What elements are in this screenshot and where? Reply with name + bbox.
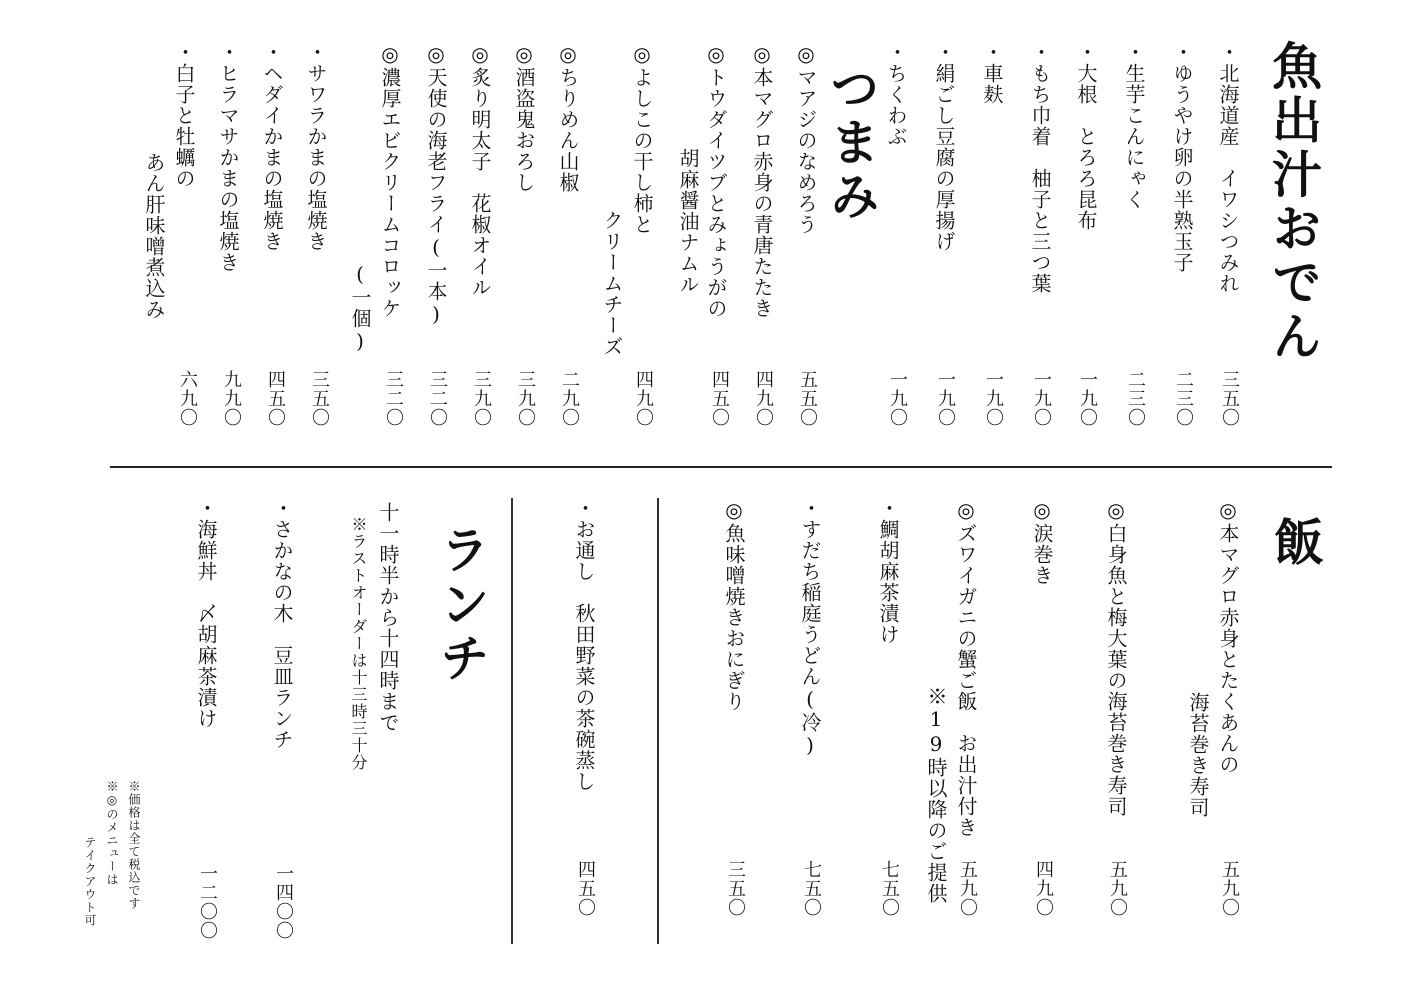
meshi-item-price: 四九〇 <box>1033 860 1054 917</box>
tsumami-item-price: 三九〇 <box>471 370 492 427</box>
lunch-item-price: 一二〇〇 <box>197 864 218 940</box>
tsumami-item-name: ・ヘダイかまの塩焼き <box>260 42 284 252</box>
meshi-item-price: 五九〇 <box>1107 860 1128 917</box>
meshi-item-price: 七五〇 <box>879 860 900 917</box>
tsumami-item-name: ◎本マグロ赤身の青唐たたき <box>750 42 774 319</box>
section-divider <box>110 466 1332 468</box>
meshi-item-name: ◎本マグロ赤身とたくあんの <box>1216 498 1240 775</box>
meshi-item-price: 五九〇 <box>957 860 978 917</box>
tsumami-item-price: 三五〇 <box>309 370 330 427</box>
meshi-item-name: ◎白身魚と梅大葉の海苔巻き寿司 <box>1104 498 1128 817</box>
oden-item-price: 一九〇 <box>1077 370 1098 427</box>
tsumami-item-name: ◎濃厚エビクリームコロッケ <box>378 42 402 319</box>
tsumami-item-price: 四五〇 <box>709 370 730 427</box>
tsumami-item-name: ・サワラかまの塩焼き <box>304 42 328 252</box>
tsumami-title: つまみ <box>822 62 881 224</box>
tsumami-item-price: 六九〇 <box>177 370 198 427</box>
lunch-last-order: ※ラストオーダーは十三時三十分 <box>349 516 368 771</box>
tsumami-item-name: ◎マアジのなめろう <box>794 42 818 235</box>
oden-item-name: ・北海道産 イワシつみれ <box>1216 42 1240 294</box>
otoshi-name: ・お通し 秋田野菜の茶碗蒸し <box>572 498 596 792</box>
tsumami-item-name: ◎炙り明太子 花椒オイル <box>468 42 492 298</box>
tsumami-item-name: ◎ちりめん山椒 <box>556 42 580 193</box>
meshi-item-name: ◎魚味噌焼きおにぎり <box>722 498 746 712</box>
oden-item-price: 三五〇 <box>1219 370 1240 427</box>
lunch-title: ランチ <box>432 524 491 686</box>
column-divider <box>511 498 513 944</box>
tsumami-item-price: 三九〇 <box>515 370 536 427</box>
meshi-item-name-line2: 海苔巻き寿司 <box>1186 692 1210 818</box>
tsumami-item-price: 四五〇 <box>265 370 286 427</box>
tsumami-item-price: 五五〇 <box>797 370 818 427</box>
oden-item-name: ・生芋こんにゃく <box>1122 42 1146 210</box>
oden-item-name: ・絹ごし豆腐の厚揚げ <box>932 42 956 252</box>
column-divider <box>657 498 659 944</box>
meshi-item-name: ◎ズワイガニの蟹ご飯 お出汁付き <box>954 498 978 838</box>
lunch-item-price: 一四〇〇 <box>273 864 294 940</box>
meshi-title: 飯 <box>1266 516 1325 570</box>
lunch-hours: 十一時半から十四時まで <box>376 502 400 733</box>
tsumami-item-name-line2: 胡麻醤油ナムル <box>676 148 700 295</box>
tsumami-item-name: ◎トウダイツブとみょうがの <box>704 42 728 319</box>
tsumami-item-price: 四九〇 <box>633 370 654 427</box>
meshi-item-name: ・すだち稲庭うどん(冷) <box>798 498 822 758</box>
tsumami-item-price: 九九〇 <box>221 370 242 427</box>
note-takeout: ※◎のメニューは <box>105 780 119 886</box>
oden-item-name: ・もち巾着 柚子と三つ葉 <box>1028 42 1052 294</box>
tsumami-item-name: ◎天使の海老フライ(一本) <box>424 42 448 327</box>
tsumami-item-name: ・ヒラマサかまの塩焼き <box>216 42 240 273</box>
oden-item-price: 二三〇 <box>1125 370 1146 427</box>
otoshi-price: 四五〇 <box>575 860 596 917</box>
meshi-item-price: 五九〇 <box>1219 860 1240 917</box>
lunch-item-name: ・さかなの木 豆皿ランチ <box>270 498 294 750</box>
tsumami-item-name: ◎酒盗鬼おろし <box>512 42 536 193</box>
note-takeout-2: テイクアウト可 <box>83 836 97 927</box>
meshi-item-name: ◎涙巻き <box>1030 498 1054 586</box>
oden-item-price: 二三〇 <box>1173 370 1194 427</box>
oden-item-price: 一九〇 <box>1031 370 1052 427</box>
oden-item-price: 一九〇 <box>983 370 1004 427</box>
tsumami-item-name-line2: クリームチーズ <box>600 210 624 357</box>
tsumami-item-name-line2: あん肝味噌煮込み <box>142 152 166 320</box>
oden-item-price: 一九〇 <box>935 370 956 427</box>
meshi-item-name: ・鯛胡麻茶漬け <box>876 498 900 645</box>
meshi-item-name-line2: ※19時以降のご提供 <box>924 686 948 904</box>
tsumami-item-price: 三二〇 <box>427 370 448 427</box>
tsumami-item-name-line2: (一個) <box>348 262 372 354</box>
oden-item-name: ・ちくわぶ <box>884 42 908 147</box>
oden-title: 魚出汁おでん <box>1264 40 1323 364</box>
tsumami-item-price: 四九〇 <box>753 370 774 427</box>
meshi-item-price: 三五〇 <box>725 860 746 917</box>
tsumami-item-name: ◎よしこの干し柿と <box>630 42 654 235</box>
oden-item-name: ・車麸 <box>980 42 1004 105</box>
tsumami-item-price: 二九〇 <box>559 370 580 427</box>
oden-item-name: ・ゆうやけ卵の半熟玉子 <box>1170 42 1194 273</box>
tsumami-item-name: ・白子と牡蠣の <box>172 42 196 189</box>
meshi-item-price: 七五〇 <box>801 860 822 917</box>
oden-item-price: 一九〇 <box>887 370 908 427</box>
lunch-item-name: ・海鮮丼 〆胡麻茶漬け <box>194 498 218 729</box>
tsumami-item-price: 三二〇 <box>383 370 404 427</box>
oden-item-name: ・大根 とろろ昆布 <box>1074 42 1098 231</box>
note-tax: ※価格は全て税込です <box>127 780 141 910</box>
